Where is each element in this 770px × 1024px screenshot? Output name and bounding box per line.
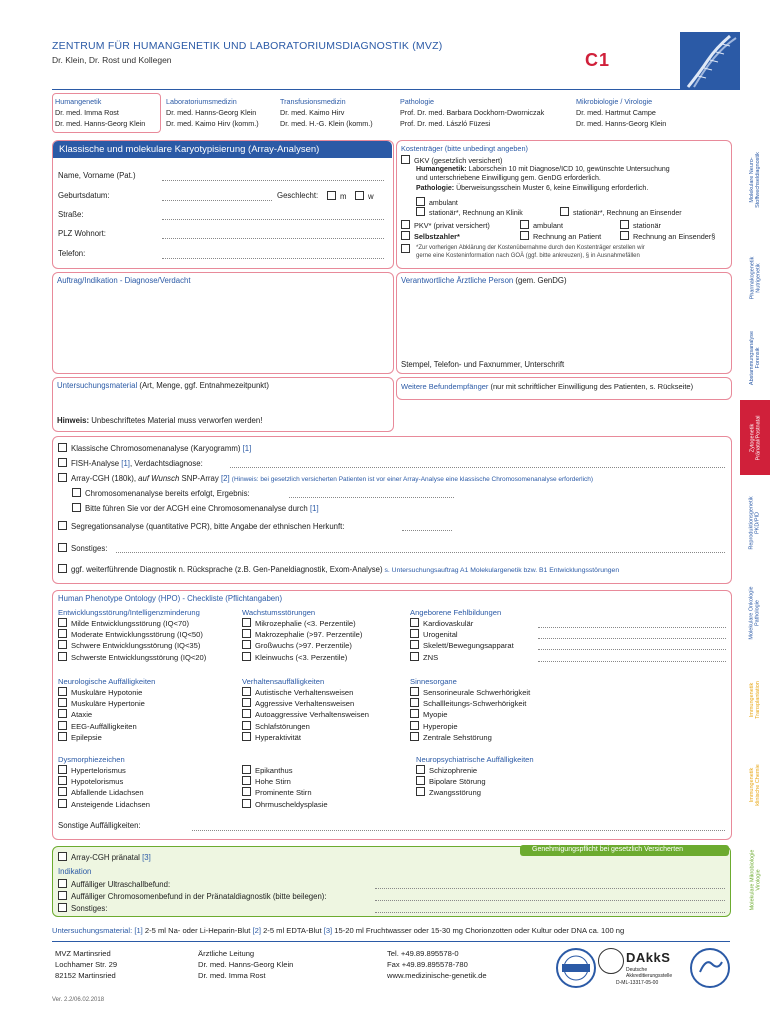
- hpo-item-label: Makrozephalie (>97. Perzentile): [255, 630, 363, 640]
- hpo-item-label: Aggressive Verhaltensweisen: [255, 699, 355, 709]
- efi-logo: [690, 948, 730, 988]
- rechnung-einsender-checkbox[interactable]: [620, 231, 629, 240]
- hpo-item-label: Schwere Entwicklungsstörung (IQ<35): [71, 641, 201, 651]
- chromobefund-field[interactable]: [375, 900, 725, 901]
- page-title: ZENTRUM FÜR HUMANGENETIK UND LABORATORIUMSDIAGNOSTIK (MVZ): [52, 40, 443, 52]
- street-field[interactable]: [162, 219, 384, 220]
- hpo-detail-field[interactable]: [538, 652, 726, 662]
- dna-logo: [680, 32, 740, 90]
- gender-w-checkbox[interactable]: [355, 191, 364, 200]
- gender-m-option[interactable]: m: [327, 191, 347, 201]
- hpo-group-title: Neuropsychiatrische Auffälligkeiten: [416, 755, 534, 764]
- hpo-item[interactable]: [58, 799, 150, 810]
- street-label: Straße:: [58, 210, 84, 219]
- hpo-item-label: Hyperopie: [423, 721, 458, 731]
- hpo-item[interactable]: [58, 640, 206, 651]
- hpo-group: [242, 607, 362, 663]
- hpo-group-title: [242, 754, 328, 765]
- hpo-group-title: Neurologische Auffälligkeiten: [58, 677, 156, 686]
- test-array-cgh-checkbox[interactable]: [58, 473, 67, 482]
- sidebar-tab-label: Pharmakogenetik Nutrigenetik: [749, 256, 761, 299]
- hpo-item-label: Skelett/Bewegungsapparat: [423, 641, 514, 651]
- hpo-group-title: Entwicklungsstörung/Intelligenzminderung: [58, 608, 200, 617]
- hpo-item[interactable]: [410, 687, 530, 698]
- payer-title: Kostenträger (bitte unbedingt angeben): [401, 144, 528, 153]
- ambulant-checkbox[interactable]: [416, 197, 425, 206]
- gkv-note-2: und unterschriebene Einwilligung gem. GenDG erforderlich.: [416, 175, 601, 182]
- website-link[interactable]: www.medizinische-genetik.de: [387, 971, 487, 980]
- hpo-item[interactable]: [242, 787, 328, 798]
- hpo-item[interactable]: [416, 765, 534, 776]
- hpo-item[interactable]: [242, 618, 362, 629]
- hpo-item-checkbox[interactable]: [242, 709, 251, 718]
- hpo-item-label: Sensorineurale Schwerhörigkeit: [423, 688, 531, 697]
- hpo-item-label: Hyperaktivität: [255, 732, 302, 742]
- hpo-item-label: Schwerste Entwicklungsstörung (IQ<20): [71, 652, 207, 662]
- footer-address: MVZ Martinsried Lochhamer Str. 29 82152 Martinsried: [55, 949, 118, 980]
- hpo-item-label: Hypotelorismus: [71, 777, 124, 787]
- pkv-option[interactable]: PKV* (privat versichert): [401, 220, 490, 230]
- dept-humangenetik: Humangenetik Dr. med. Imma Rost Dr. med. Hanns-Georg Klein: [55, 97, 146, 128]
- hpo-item-checkbox[interactable]: [242, 799, 251, 808]
- hpo-item-label: Muskuläre Hypertonie: [71, 699, 145, 709]
- hpo-item-checkbox[interactable]: [410, 721, 419, 730]
- hpo-item-checkbox[interactable]: [242, 732, 251, 741]
- zip-field[interactable]: [162, 238, 384, 239]
- dept-pathologie: Pathologie Prof. Dr. med. Barbara Dockhorn-Dworniczak Prof. Dr. med. László Füzesi: [400, 97, 545, 128]
- hpo-group: [410, 676, 530, 743]
- hpo-item-checkbox[interactable]: [410, 652, 419, 661]
- hpo-item-label: Kleinwuchs (<3. Perzentile): [255, 652, 348, 662]
- kosteninfo-checkbox-row[interactable]: [401, 244, 414, 254]
- arzt-box[interactable]: [396, 272, 732, 374]
- gender-m-checkbox[interactable]: [327, 191, 336, 200]
- material-label: Untersuchungsmaterial (Art, Menge, ggf. Entnahmezeitpunkt): [57, 381, 269, 390]
- prenatal-array-checkbox[interactable]: [58, 852, 67, 861]
- sidebar-tab-label: Molekulare Neuro- Stoffwechseldiagnostik: [749, 152, 762, 208]
- prenatal-indikation: Indikation: [58, 867, 92, 876]
- hpo-detail-field[interactable]: [538, 629, 726, 639]
- sidebar-tab-label: Immungenetik klinische Chemie: [749, 764, 762, 806]
- hpo-group-title: Dysmorphiezeichen: [58, 755, 125, 764]
- sidebar-tab[interactable]: [740, 745, 770, 825]
- sidebar-tab-label: Abstammungsanalyse Forensik: [749, 330, 761, 385]
- hpo-group-title: Sinnesorgane: [410, 677, 457, 686]
- hpo-item-checkbox[interactable]: [58, 640, 67, 649]
- hpo-item[interactable]: [58, 709, 155, 720]
- hpo-item-label: Zwangsstörung: [429, 788, 481, 798]
- rechnung-patient-checkbox[interactable]: [520, 231, 529, 240]
- pkv-ambulant-option[interactable]: ambulant: [520, 220, 563, 230]
- hpo-item[interactable]: [242, 732, 369, 743]
- test-sonstiges[interactable]: Sonstiges:: [58, 543, 107, 553]
- hpo-item-label: Muskuläre Hypotonie: [71, 688, 143, 697]
- hpo-item-checkbox[interactable]: [410, 629, 419, 638]
- pkv-stationaer-checkbox[interactable]: [620, 220, 629, 229]
- footer-contact: Tel. +49.89.895578-0 Fax +49.89.895578-780 www.medizinische-genetik.de: [387, 949, 487, 980]
- hpo-item[interactable]: [410, 629, 514, 640]
- prenatal-chromobefund-checkbox[interactable]: [58, 891, 67, 900]
- fish-verdacht-field[interactable]: [230, 467, 725, 468]
- test-karyogramm-checkbox[interactable]: [58, 443, 67, 452]
- hpo-item[interactable]: [410, 652, 514, 663]
- hpo-item-label: ZNS: [423, 652, 439, 662]
- hpo-item-label: Prominente Stirn: [255, 788, 312, 798]
- test-array-cgh[interactable]: Array-CGH (180k), auf Wunsch SNP-Array [2] (Hinweis: bei gesetzlich versicherten Patienten ist vor einer Array-Analyse eine klassische Chromosomenanalyse erforderlich): [58, 473, 593, 483]
- auftrag-box[interactable]: [52, 272, 394, 374]
- hpo-item[interactable]: [416, 787, 534, 798]
- hpo-item-checkbox[interactable]: [58, 776, 67, 785]
- hpo-item[interactable]: [410, 698, 530, 709]
- hpo-item-checkbox[interactable]: [58, 629, 67, 638]
- hpo-item-label: Epikanthus: [255, 766, 293, 775]
- hpo-item-label: Ataxie: [71, 710, 93, 720]
- test-sonstiges-checkbox[interactable]: [58, 543, 67, 552]
- footer-divider: [52, 941, 730, 942]
- hpo-item-checkbox[interactable]: [410, 640, 419, 649]
- hpo-item[interactable]: [58, 732, 155, 743]
- hpo-item-label: Hohe Stirn: [255, 777, 291, 787]
- hpo-item-checkbox[interactable]: [58, 618, 67, 627]
- sonstige-auffaelligkeiten-field[interactable]: [192, 830, 725, 831]
- hpo-item-checkbox[interactable]: [58, 698, 67, 707]
- sonstiges-field[interactable]: [116, 552, 725, 553]
- hpo-group: [410, 607, 514, 663]
- hpo-item[interactable]: [58, 687, 155, 698]
- hpo-item-checkbox[interactable]: [242, 765, 251, 774]
- hpo-item-checkbox[interactable]: [410, 709, 419, 718]
- hpo-item-label: Hypertelorismus: [71, 766, 126, 775]
- hpo-item[interactable]: [410, 732, 530, 743]
- prenatal-sonstiges-checkbox[interactable]: [58, 903, 67, 912]
- sidebar-tab-label: Molekulare Onkologie Pathologie: [749, 585, 762, 640]
- hpo-item-checkbox[interactable]: [242, 698, 251, 707]
- hpo-item-checkbox[interactable]: [58, 687, 67, 696]
- hpo-group: [58, 754, 150, 810]
- hpo-detail-field[interactable]: [538, 618, 726, 628]
- hpo-item[interactable]: [58, 765, 150, 776]
- hpo-item-checkbox[interactable]: [410, 687, 419, 696]
- hpo-item-label: Autistische Verhaltensweisen: [255, 688, 354, 697]
- hpo-item[interactable]: [242, 799, 328, 810]
- prenatal-ultraschall[interactable]: Auffälliger Ultraschallbefund:: [58, 879, 170, 889]
- dept-box-border: [52, 93, 161, 133]
- phone-label: Telefon:: [58, 249, 86, 258]
- hpo-item[interactable]: [58, 776, 150, 787]
- hpo-item-checkbox[interactable]: [242, 721, 251, 730]
- sidebar-tab-label: Molekulare Mikrobiologie Virologie: [749, 849, 761, 911]
- sidebar-tab-label: Reproduktionsgenetik PKD/PID: [749, 495, 762, 550]
- ambulant-option[interactable]: ambulant: [416, 197, 458, 207]
- sidebar-tab[interactable]: [740, 240, 770, 315]
- hpo-item-checkbox[interactable]: [416, 765, 425, 774]
- hpo-item[interactable]: [410, 721, 530, 732]
- sidebar-tab-label: Zytogenetik Pränatal/Postnatal: [749, 415, 762, 460]
- hpo-item[interactable]: [242, 776, 328, 787]
- sonstige-auffaelligkeiten-label: Sonstige Auffälligkeiten:: [58, 821, 141, 830]
- hpo-item-checkbox[interactable]: [242, 618, 251, 627]
- auftrag-label: Auftrag/Indikation - Diagnose/Verdacht: [57, 276, 191, 285]
- befund-label: Weitere Befundempfänger (nur mit schriftlicher Einwilligung des Patienten, s. Rückseite): [401, 382, 694, 391]
- rechnung-patient-option[interactable]: Rechnung an Patient: [520, 231, 601, 241]
- hpo-item[interactable]: [242, 698, 369, 709]
- hpo-item-checkbox[interactable]: [242, 640, 251, 649]
- hpo-item[interactable]: [242, 687, 369, 698]
- test-fish-checkbox[interactable]: [58, 458, 67, 467]
- hpo-item-checkbox[interactable]: [416, 787, 425, 796]
- sidebar-tab-label: Immungenetik Transplantation: [749, 681, 761, 719]
- hpo-item[interactable]: [242, 640, 362, 651]
- sidebar-tab[interactable]: [740, 570, 770, 655]
- header-divider: [52, 89, 680, 90]
- hpo-item-checkbox[interactable]: [410, 698, 419, 707]
- hpo-item-label: Epilepsie: [71, 732, 102, 742]
- hpo-detail-field[interactable]: [538, 640, 726, 650]
- patient-section-header: Klassische und molekulare Karyotypisierung (Array-Analysen): [53, 141, 392, 158]
- selbstzahler-checkbox[interactable]: [401, 231, 410, 240]
- hpo-item[interactable]: [58, 629, 206, 640]
- hpo-item-label: Bipolare Störung: [429, 777, 486, 787]
- hpo-group: [416, 754, 534, 799]
- footer-leitung: Ärztliche Leitung Dr. med. Hanns-Georg Klein Dr. med. Imma Rost: [198, 949, 294, 980]
- prenatal-chromobefund[interactable]: Auffälliger Chromosomenbefund in der Pränataldiagnostik (bitte beilegen):: [58, 891, 327, 901]
- hpo-group-title: Wachstumsstörungen: [242, 608, 316, 617]
- hpo-item-label: Schlafstörungen: [255, 721, 310, 731]
- hpo-group: [242, 754, 328, 810]
- phone-field[interactable]: [162, 258, 384, 259]
- test-chromo-vor-acgh-checkbox[interactable]: [72, 503, 81, 512]
- sidebar-tab[interactable]: [740, 830, 770, 930]
- hpo-item[interactable]: [410, 618, 514, 629]
- hpo-item-label: Kardiovaskulär: [423, 619, 474, 628]
- hpo-item-checkbox[interactable]: [242, 629, 251, 638]
- test-fish[interactable]: FISH-Analyse [1], Verdachtsdiagnose:: [58, 458, 203, 468]
- dgkl-seal-logo: [556, 948, 596, 988]
- hpo-item[interactable]: [410, 640, 514, 651]
- hpo-item-label: Ansteigende Lidachsen: [71, 799, 150, 809]
- gkv-note-3: Pathologie: Überweisungsschein Muster 6, keine Einwilligung erforderlich.: [416, 185, 649, 192]
- hpo-item[interactable]: [410, 709, 530, 720]
- form-code: C1: [585, 50, 611, 70]
- hpo-item-checkbox[interactable]: [58, 652, 67, 661]
- payer-footnote-1: *Zur vorherigen Abklärung der Kostenübernahme durch den Kostenträger erstellen wir: [416, 245, 645, 251]
- hpo-group-title: Angeborene Fehlbildungen: [410, 608, 502, 617]
- material-legend: Untersuchungsmaterial: [1] 2-5 ml Na- oder Li-Heparin-Blut [2] 2-5 ml EDTA-Blut [3] 15-20 ml Fruchtwasser oder 15-30 mg Chorionzotten oder Kultur oder DNA ca. 100 ng: [52, 926, 625, 935]
- patient-box: [52, 140, 394, 269]
- dob-label: Geburtsdatum:: [58, 191, 110, 200]
- hpo-item-checkbox[interactable]: [58, 709, 67, 718]
- test-chromo-erfolgt[interactable]: Chromosomenanalyse bereits erfolgt, Ergebnis:: [72, 488, 250, 498]
- hpo-item-checkbox[interactable]: [416, 776, 425, 785]
- dept-transfusionsmedizin: Transfusionsmedizin Dr. med. Kaimo Hirv Dr. med. H.-G. Klein (komm.): [280, 97, 373, 128]
- dakks-logo: DAkkS Deutsche Akkreditierungsstelle D-ML-13317-05-00: [598, 948, 678, 988]
- herkunft-field[interactable]: [402, 530, 452, 531]
- hpo-item-checkbox[interactable]: [58, 799, 67, 808]
- version-label: Ver. 2.2/06.02.2018: [52, 997, 105, 1003]
- hpo-item-label: Moderate Entwicklungsstörung (IQ<50): [71, 630, 203, 640]
- gkv-option[interactable]: GKV (gesetzlich versichert): [401, 155, 502, 165]
- test-weiterfuehrend-checkbox[interactable]: [58, 564, 67, 573]
- chromo-ergebnis-field[interactable]: [289, 497, 454, 498]
- test-segregation-checkbox[interactable]: [58, 521, 67, 530]
- hpo-item-checkbox[interactable]: [410, 618, 419, 627]
- hpo-item-label: Schallleitungs-Schwerhörigkeit: [423, 699, 527, 709]
- prenatal-sonstiges-field[interactable]: [375, 912, 725, 913]
- hpo-item[interactable]: [416, 776, 534, 787]
- test-karyogramm[interactable]: Klassische Chromosomenanalyse (Karyogramm) [1]: [58, 443, 251, 453]
- name-label: Name, Vorname (Pat.): [58, 171, 136, 180]
- hpo-item-checkbox[interactable]: [242, 787, 251, 796]
- hpo-item-label: Ohrmuscheldysplasie: [255, 799, 328, 809]
- hpo-group: [58, 607, 206, 663]
- hpo-item[interactable]: [58, 652, 206, 663]
- hpo-item-label: Mikrozephalie (<3. Perzentile): [255, 619, 356, 628]
- sidebar-tab[interactable]: [740, 320, 770, 395]
- hpo-item-checkbox[interactable]: [58, 732, 67, 741]
- hpo-item-checkbox[interactable]: [58, 765, 67, 774]
- test-weiterfuehrend[interactable]: ggf. weiterführende Diagnostik n. Rücksprache (z.B. Gen-Paneldiagnostik, Exom-Analyse) s. Untersuchungsauftrag A1 Molekulargenetik bzw. B1 Entwicklungsstörungen: [58, 564, 619, 574]
- hpo-item[interactable]: [242, 721, 369, 732]
- dept-laboratoriumsmedizin: Laboratoriumsmedizin Dr. med. Hanns-Georg Klein Dr. med. Kaimo Hirv (komm.): [166, 97, 259, 128]
- selbstzahler-option[interactable]: Selbstzahler*: [401, 231, 460, 241]
- hpo-item-label: Schizophrenie: [429, 766, 478, 775]
- hpo-item[interactable]: [58, 721, 155, 732]
- sidebar-tab[interactable]: [740, 400, 770, 475]
- arzt-label: Verantwortliche Ärztliche Person (gem. GenDG): [401, 276, 567, 285]
- test-segregation[interactable]: Segregationsanalyse (quantitative PCR), bitte Angabe der ethnischen Herkunft:: [58, 521, 345, 531]
- hpo-item-checkbox[interactable]: [58, 721, 67, 730]
- page-subtitle: Dr. Klein, Dr. Rost und Kollegen: [52, 55, 172, 65]
- name-field[interactable]: [162, 180, 384, 181]
- hpo-item-checkbox[interactable]: [58, 787, 67, 796]
- stationaer-einsender-option[interactable]: stationär*, Rechnung an Einsender: [560, 207, 682, 217]
- pkv-ambulant-checkbox[interactable]: [520, 220, 529, 229]
- hpo-item[interactable]: [58, 698, 155, 709]
- pkv-checkbox[interactable]: [401, 220, 410, 229]
- hpo-item-checkbox[interactable]: [242, 652, 251, 661]
- hpo-item[interactable]: [242, 765, 328, 776]
- rechnung-einsender-option[interactable]: Rechnung an Einsender§: [620, 231, 715, 241]
- stationaer-klinik-option[interactable]: stationär*, Rechnung an Klinik: [416, 207, 523, 217]
- dept-mikrobiologie: Mikrobiologie / Virologie Dr. med. Hartmut Campe Dr. med. Hanns-Georg Klein: [576, 97, 667, 128]
- test-chromo-vor-acgh[interactable]: Bitte führen Sie vor der ACGH eine Chromosomenanalyse durch [1]: [72, 503, 319, 513]
- hinweis-text: Hinweis: Unbeschriftetes Material muss verworfen werden!: [57, 416, 263, 425]
- dob-field[interactable]: [162, 200, 272, 201]
- hpo-item-checkbox[interactable]: [242, 687, 251, 696]
- stationaer-klinik-checkbox[interactable]: [416, 207, 425, 216]
- hpo-item-label: Großwuchs (>97. Perzentile): [255, 641, 352, 651]
- hpo-item-checkbox[interactable]: [410, 732, 419, 741]
- payer-footnote-2: gerne eine Kosteninformation nach GOÄ (ggf. bitte ankreuzen), § in Ausnahmefällen: [416, 253, 640, 259]
- prenatal-array[interactable]: Array-CGH pränatal [3]: [58, 852, 151, 862]
- hpo-item[interactable]: [58, 787, 150, 798]
- sidebar-tab[interactable]: [740, 480, 770, 565]
- hpo-item-label: EEG-Auffälligkeiten: [71, 721, 137, 731]
- prenatal-badge: Genehmigungspflicht bei gesetzlich Versicherten: [520, 845, 729, 856]
- prenatal-sonstiges[interactable]: Sonstiges:: [58, 903, 107, 913]
- gkv-note-1: Humangenetik: Laborschein 10 mit Diagnose/ICD 10, gewünschte Untersuchung: [416, 166, 670, 173]
- hpo-item-label: Zentrale Sehstörung: [423, 732, 492, 742]
- hpo-group: [242, 676, 369, 743]
- gender-label: Geschlecht:: [277, 191, 319, 200]
- hpo-item[interactable]: [242, 652, 362, 663]
- test-chromo-erfolgt-checkbox[interactable]: [72, 488, 81, 497]
- hpo-item-label: Urogenital: [423, 630, 458, 640]
- hpo-item-label: Myopie: [423, 710, 448, 720]
- hpo-group-title: Verhaltensauffälligkeiten: [242, 677, 325, 686]
- stationaer-einsender-checkbox[interactable]: [560, 207, 569, 216]
- gender-w-option[interactable]: w: [355, 191, 374, 201]
- hpo-item-checkbox[interactable]: [242, 776, 251, 785]
- prenatal-ultraschall-checkbox[interactable]: [58, 879, 67, 888]
- hpo-item[interactable]: [242, 629, 362, 640]
- hpo-title: Human Phenotype Ontology (HPO) - Checkliste (Pflichtangaben): [58, 594, 283, 603]
- sidebar-tab[interactable]: [740, 660, 770, 740]
- stempel-label: Stempel, Telefon- und Faxnummer, Unterschrift: [401, 360, 565, 369]
- zip-label: PLZ Wohnort:: [58, 229, 106, 238]
- kosteninfo-checkbox[interactable]: [401, 244, 410, 253]
- hpo-item[interactable]: [58, 618, 206, 629]
- hpo-item-label: Autoaggressive Verhaltensweisen: [255, 710, 369, 720]
- sidebar-tab[interactable]: [740, 130, 770, 230]
- hpo-group: [58, 676, 155, 743]
- pkv-stationaer-option[interactable]: stationär: [620, 220, 661, 230]
- ultraschall-field[interactable]: [375, 888, 725, 889]
- hpo-item-label: Abfallende Lidachsen: [71, 788, 144, 798]
- hpo-item[interactable]: [242, 709, 369, 720]
- gkv-checkbox[interactable]: [401, 155, 410, 164]
- hpo-item-label: Milde Entwicklungsstörung (IQ<70): [71, 619, 189, 628]
